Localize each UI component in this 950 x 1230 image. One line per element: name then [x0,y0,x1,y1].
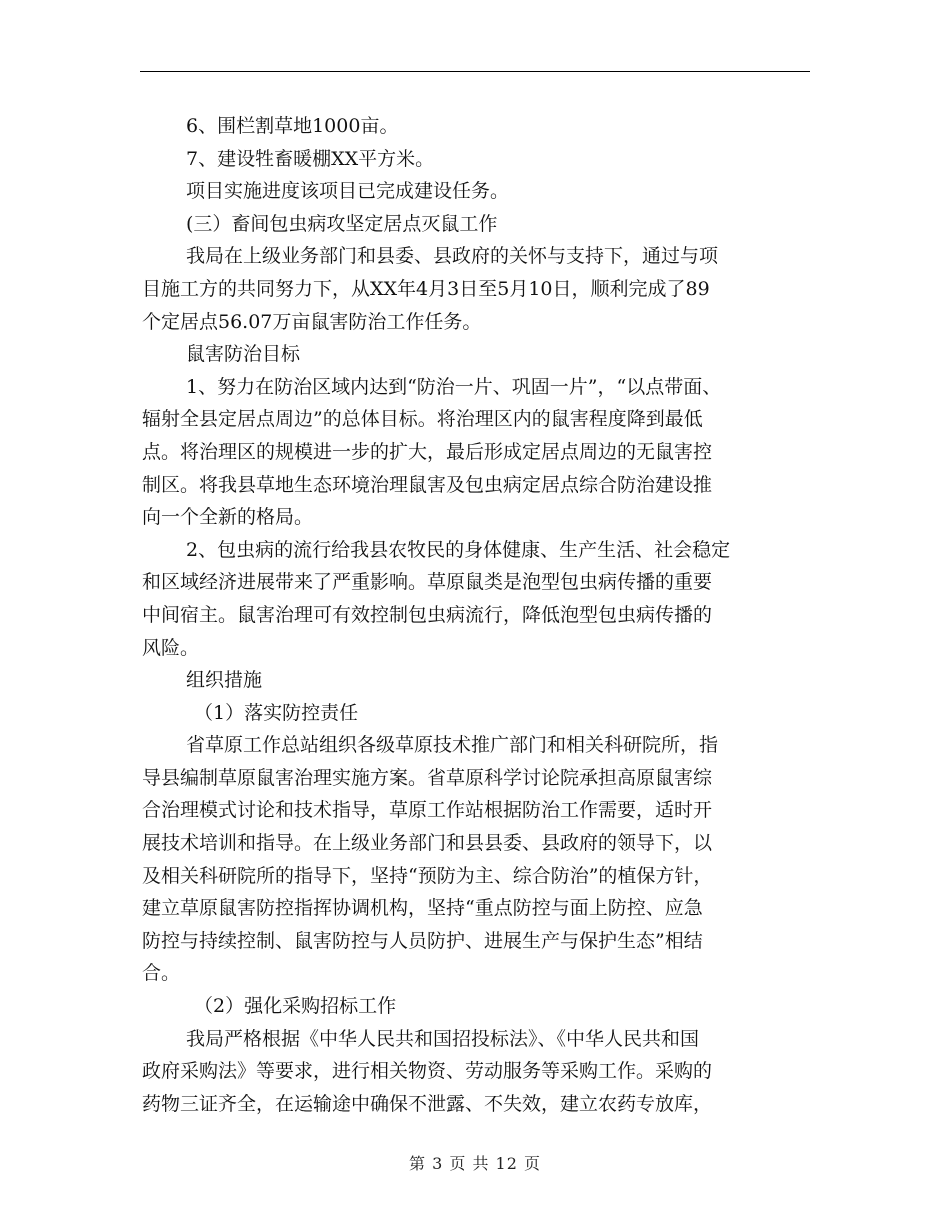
page-number-footer: 第 3 页 共 12 页 [409,1154,541,1173]
subheading-goals: 鼠害防治目标 [186,343,301,366]
subheading-2: （2）强化采购招标工作 [194,995,397,1018]
subheading-1: （1）落实防控责任 [194,701,359,724]
paragraph-line: 向一个全新的格局。 [142,506,314,529]
paragraph-line: 药物三证齐全，在运输途中确保不泄露、不失效，建立农药专放库， [142,1092,713,1115]
paragraph-line: 及相关科研院所的指导下，坚持“预防为主、综合防治”的植保方针， [142,864,713,887]
paragraph-line: 辐射全县定居点周边”的总体目标。将治理区内的鼠害程度降到最低 [142,408,703,431]
paragraph-line: 合治理模式讨论和技术指导，草原工作站根据防治工作需要，适时开 [142,799,713,822]
header-rule [140,71,810,72]
paragraph-line: 政府采购法》等要求，进行相关物资、劳动服务等采购工作。采购的 [142,1060,713,1083]
list-item-7: 7、建设牲畜暖棚XX平方米。 [186,147,435,170]
paragraph-line: 2、包虫病的流行给我县农牧民的身体健康、生产生活、社会稳定 [186,538,731,561]
paragraph-line: 点。将治理区的规模进一步的扩大，最后形成定居点周边的无鼠害控 [142,440,713,463]
paragraph-line: 1、努力在防治区域内达到“防治一片、巩固一片”，“以点带面、 [186,375,722,398]
paragraph-line: 中间宿主。鼠害治理可有效控制包虫病流行，降低泡型包虫病传播的 [142,603,713,626]
paragraph-line: 省草原工作总站组织各级草原技术推广部门和相关科研院所，指 [186,734,719,757]
paragraph-line: 和区域经济进展带来了严重影响。草原鼠类是泡型包虫病传播的重要 [142,571,713,594]
paragraph-line: 风险。 [142,636,200,659]
section-heading-3: (三）畜间包虫病攻坚定居点灭鼠工作 [186,212,498,235]
paragraph-line: 合。 [142,962,181,985]
progress-text: 项目实施进度该项目已完成建设任务。 [186,180,510,203]
paragraph-line: 个定居点56.07万亩鼠害防治工作任务。 [142,310,482,333]
paragraph-line: 防控与持续控制、鼠害防控与人员防护、进展生产与保护生态”相结 [142,929,703,952]
paragraph-line: 我局在上级业务部门和县委、县政府的关怀与支持下，通过与项 [186,245,719,268]
subheading-measures: 组织措施 [186,669,263,692]
paragraph-line: 目施工方的共同努力下，从XX年4月3日至5月10日，顺利完成了89 [142,277,710,300]
paragraph-line: 我局严格根据《中华人民共和国招投标法》、《中华人民共和国 [186,1027,700,1050]
document-body [142,110,812,1120]
list-item-6: 6、围栏割草地1000亩。 [186,115,399,137]
paragraph-line: 制区。将我县草地生态环境治理鼠害及包虫病定居点综合防治建设推 [142,473,713,496]
paragraph-line: 建立草原鼠害防控指挥协调机构，坚持“重点防控与面上防控、应急 [142,897,703,920]
paragraph-line: 展技术培训和指导。在上级业务部门和县县委、县政府的领导下，以 [142,832,713,855]
paragraph-line: 导县编制草原鼠害治理实施方案。省草原科学讨论院承担高原鼠害综 [142,766,713,789]
